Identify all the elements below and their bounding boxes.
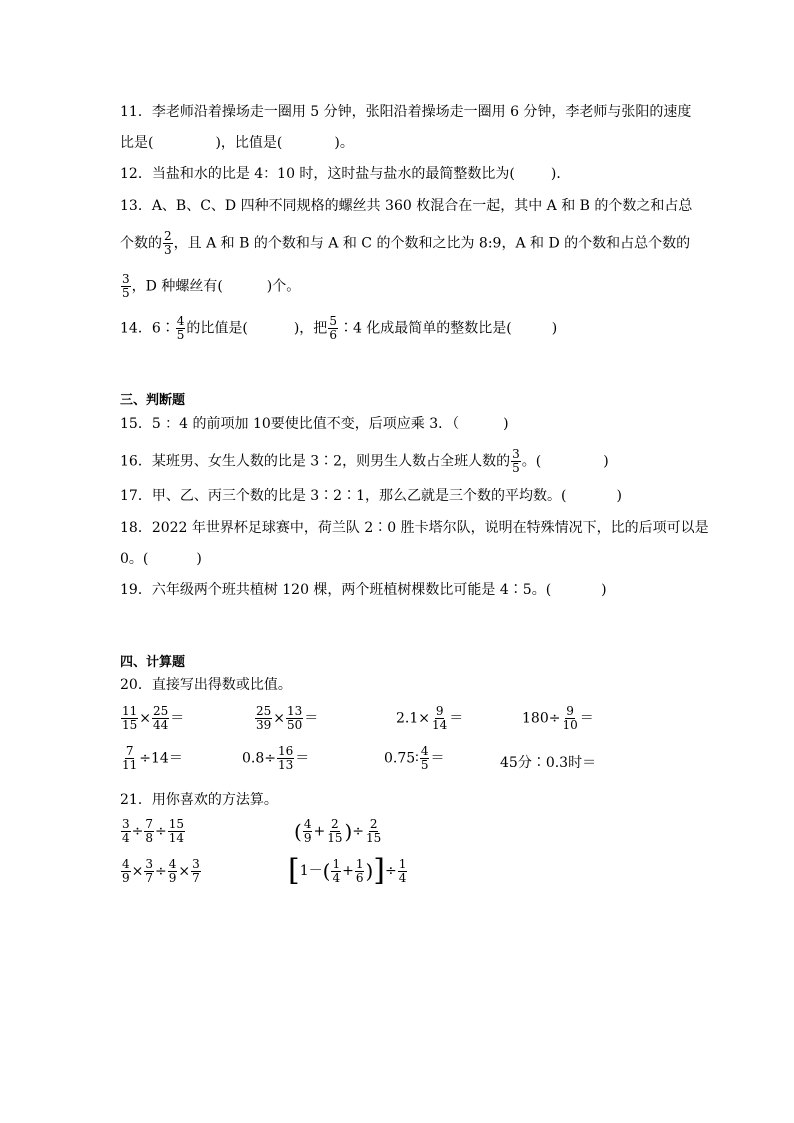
numerator: 4	[168, 857, 177, 871]
q13-text-c: ，D 种螺丝有(	[131, 278, 223, 295]
calc-item	[522, 705, 594, 732]
q11-text-a: 比是(	[120, 135, 154, 151]
q14-text-d: ∶4 化成最简单的整数比是(	[338, 320, 512, 337]
q11-text-c: )。	[334, 135, 354, 151]
calc-item	[120, 705, 184, 732]
numerator: 15	[168, 817, 185, 831]
question-11-line-2	[120, 133, 354, 153]
fraction	[176, 315, 186, 342]
fraction	[255, 705, 272, 732]
numerator: 16	[278, 744, 294, 758]
denominator: 4	[122, 831, 130, 845]
denominator: 13	[278, 758, 294, 772]
expression-prefix: 0.75∶	[384, 750, 419, 767]
q15-text-a: 15．5 ：4 的前项加 10要使比值不变，后项应乘 3．（	[120, 416, 460, 432]
equals-sign: ＝	[304, 710, 319, 727]
expression-text: 45分∶0.3时＝	[500, 755, 597, 771]
denominator: 5	[512, 461, 520, 475]
fraction	[121, 858, 131, 885]
denominator: 15	[122, 718, 138, 732]
q14-text-c: )，把	[293, 320, 328, 337]
fraction	[365, 818, 382, 845]
equals-sign: ＝	[170, 710, 185, 727]
operator: ÷	[352, 823, 365, 840]
calc-expression-4	[288, 853, 408, 888]
operator: ×	[273, 710, 286, 727]
fraction	[331, 858, 341, 885]
numerator: 1	[332, 856, 341, 871]
question-18-line-1: 18．2022 年世界杯足球赛中，荷兰队 2∶0 胜卡塔尔队，说明在特殊情况下，比的后项可以是	[120, 520, 709, 536]
denominator: 9	[168, 871, 177, 885]
fraction	[303, 818, 313, 845]
question-12	[120, 164, 570, 184]
numerator: 3	[122, 817, 130, 831]
operator: ÷	[155, 823, 167, 840]
fraction	[168, 858, 178, 885]
question-13-line-3	[120, 273, 300, 300]
q13-text-d: )个。	[266, 278, 301, 295]
denominator: 9	[303, 831, 312, 845]
denominator: 50	[287, 718, 303, 732]
equals-sign: ＝	[430, 750, 445, 767]
q17-text-b: )	[616, 488, 622, 504]
fraction	[326, 818, 343, 845]
q16-text-c: )	[603, 453, 609, 470]
right-paren: )	[344, 819, 353, 844]
numerator: 7	[145, 817, 154, 831]
question-20-title: 20．直接写出得数或比值。	[120, 677, 292, 693]
numerator: 5	[329, 314, 337, 328]
denominator: 4	[398, 870, 407, 885]
expression-prefix: 180÷	[522, 710, 561, 727]
q13-text-a: 个数的	[120, 235, 162, 252]
fraction	[191, 858, 201, 885]
denominator: 7	[145, 871, 154, 885]
fraction	[398, 858, 408, 885]
fraction	[163, 230, 173, 257]
q15-text-b: )	[503, 416, 509, 432]
denominator: 6	[355, 870, 364, 885]
calc-expression-1	[120, 818, 186, 845]
operator: ÷	[155, 863, 167, 880]
left-paren: (	[294, 819, 302, 844]
denominator: 39	[256, 718, 272, 732]
denominator: 15	[366, 831, 382, 845]
numerator: 25	[256, 704, 272, 718]
fraction	[144, 818, 154, 845]
q18-text-a: 0。(	[120, 551, 149, 567]
fraction	[144, 858, 154, 885]
numerator: 13	[287, 704, 303, 718]
denominator: 15	[327, 831, 343, 845]
operator: +	[342, 863, 354, 879]
denominator: 10	[562, 718, 578, 732]
denominator: 7	[192, 871, 200, 885]
expression-prefix: 2.1×	[396, 710, 430, 727]
numerator: 7	[125, 744, 134, 758]
numerator: 25	[153, 704, 169, 718]
calc-item	[384, 745, 444, 772]
fraction	[431, 705, 448, 732]
question-11-line-1: 11．李老师沿着操场走一圈用 5 分钟，张阳沿着操场走一圈用 6 分钟，李老师与张阳的速度	[120, 104, 692, 120]
numerator: 4	[176, 314, 185, 328]
operator: ×	[178, 863, 191, 880]
fraction	[286, 705, 303, 732]
denominator: 44	[153, 718, 169, 732]
operator: ÷	[385, 863, 397, 879]
fraction	[121, 745, 138, 772]
fraction	[511, 448, 521, 475]
fraction	[561, 705, 578, 732]
question-16	[120, 448, 609, 475]
calc-item	[396, 705, 463, 732]
q16-text-a: 16．某班男、女生人数的比是 3∶2，则男生人数占全班人数的	[120, 453, 511, 470]
denominator: 3	[164, 243, 172, 257]
equals-sign: ＝	[295, 750, 310, 767]
fraction	[277, 745, 294, 772]
q18-text-b: )	[196, 551, 202, 567]
calc-expression-3	[120, 858, 202, 885]
numerator: 2	[164, 229, 172, 243]
fraction	[355, 858, 365, 885]
right-bracket: ]	[373, 853, 385, 888]
question-19	[120, 580, 607, 600]
q12-text-b: )．	[550, 166, 571, 182]
q19-text-a: 19．六年级两个班共植树 120 棵，两个班植树棵数比可能是 4∶5。(	[120, 582, 552, 598]
denominator: 5	[122, 286, 130, 300]
question-18-line-2	[120, 549, 202, 569]
denominator: 6	[329, 328, 337, 342]
operator: ×	[139, 710, 152, 727]
expression-suffix: ÷14＝	[139, 750, 183, 767]
q14-text-b: 的比值是(	[186, 320, 248, 337]
numerator: 2	[331, 817, 339, 831]
fraction	[121, 818, 131, 845]
numerator: 3	[122, 272, 130, 286]
numerator: 1	[398, 856, 407, 871]
section-heading-calculation: 四、计算题	[120, 655, 186, 670]
question-21-title: 21．用你喜欢的方法算。	[120, 792, 278, 808]
denominator: 9	[122, 871, 130, 885]
denominator: 8	[145, 831, 154, 845]
denominator: 5	[420, 758, 429, 772]
section-heading-judgement: 三、判断题	[120, 393, 186, 408]
q17-text-a: 17．甲、乙、丙三个数的比是 3∶2∶1，那么乙就是三个数的平均数。(	[120, 488, 567, 504]
calc-item	[242, 745, 309, 772]
calc-expression-2	[294, 818, 383, 845]
fraction	[328, 315, 338, 342]
question-13-line-2	[120, 230, 690, 257]
operator: ÷	[131, 823, 144, 840]
fraction	[168, 818, 185, 845]
equals-sign: ＝	[579, 710, 594, 727]
calc-item	[500, 752, 596, 772]
q19-text-b: )	[601, 582, 607, 598]
numerator: 11	[122, 704, 138, 718]
left-bracket: [	[288, 853, 300, 888]
fraction	[121, 705, 138, 732]
q14-text-e: )	[551, 320, 558, 337]
right-paren: )	[365, 859, 374, 883]
numerator: 3	[192, 857, 200, 871]
expression-prefix: 0.8÷	[242, 750, 276, 767]
fraction	[420, 745, 430, 772]
denominator: 11	[122, 758, 138, 772]
calc-item	[254, 705, 318, 732]
denominator: 14	[168, 831, 185, 845]
numerator: 4	[122, 857, 130, 871]
numerator: 3	[145, 857, 154, 871]
numerator: 3	[512, 447, 520, 461]
question-13-line-1: 13．A、B、C、D 四种不同规格的螺丝共 360 枚混合在一起，其中 A 和 B 的个数之和占总	[120, 198, 693, 214]
left-paren: (	[322, 859, 331, 883]
q11-text-b: )，比值是(	[215, 135, 283, 151]
denominator: 5	[176, 328, 185, 342]
question-17	[120, 486, 622, 506]
numerator: 9	[435, 704, 444, 718]
calc-item	[120, 745, 183, 772]
operator: ×	[131, 863, 144, 880]
denominator: 14	[432, 718, 448, 732]
equals-sign: ＝	[449, 710, 464, 727]
numerator: 4	[420, 744, 429, 758]
operator: +	[313, 823, 326, 840]
numerator: 1	[355, 856, 364, 871]
denominator: 4	[332, 870, 341, 885]
q14-text-a: 14．6∶	[120, 320, 175, 337]
question-14	[120, 315, 557, 342]
expression-text: 1－	[299, 863, 323, 879]
question-15	[120, 414, 509, 434]
numerator: 9	[566, 704, 574, 718]
numerator: 2	[369, 817, 378, 831]
fraction	[152, 705, 169, 732]
numerator: 4	[303, 817, 312, 831]
q16-text-b: 。(	[521, 453, 542, 470]
q13-text-b: ，且 A 和 B 的个数和与 A 和 C 的个数和之比为 8:9，A 和 D 的个数和占总个数的	[173, 235, 691, 252]
q12-text-a: 12．当盐和水的比是 4：10 时，这时盐与盐水的最简整数比为(	[120, 166, 515, 182]
fraction	[121, 273, 131, 300]
